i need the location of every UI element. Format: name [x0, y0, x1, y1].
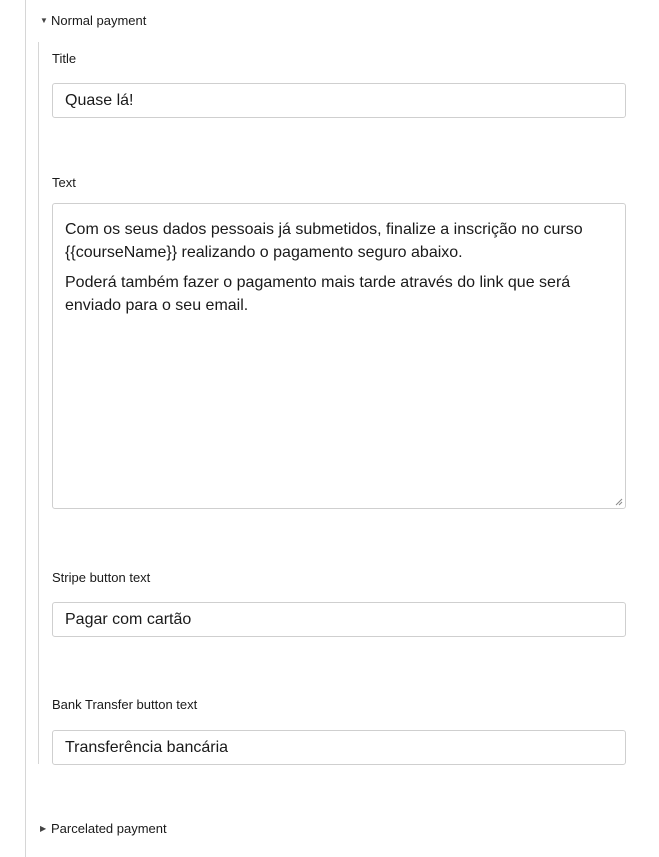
- title-label: Title: [52, 51, 77, 66]
- parcelated-payment-label: Parcelated payment: [51, 821, 167, 836]
- resize-grip-icon[interactable]: [615, 498, 623, 506]
- normal-payment-label: Normal payment: [51, 13, 147, 28]
- normal-payment-indent-rule: [38, 42, 39, 764]
- outer-indent-rule: [25, 0, 26, 857]
- triangle-right-icon: ▶: [40, 824, 47, 833]
- text-label: Text: [52, 175, 76, 190]
- triangle-down-icon: ▼: [40, 16, 48, 25]
- text-paragraph-2: Poderá também fazer o pagamento mais tarde através do link que será enviado para o seu email.: [65, 274, 571, 314]
- normal-payment-summary[interactable]: [40, 13, 146, 29]
- parcelated-payment-summary[interactable]: [40, 821, 167, 837]
- bank-transfer-button-text-input[interactable]: [52, 730, 626, 765]
- stripe-button-text-label: Stripe button text: [52, 570, 151, 585]
- text-paragraph-1: Com os seus dados pessoais já submetidos, finalize a inscrição no curso {{courseName}} realizando o pagamento seguro abaixo.: [65, 221, 583, 261]
- text-textarea[interactable]: [52, 203, 626, 509]
- bank-transfer-button-text-label: Bank Transfer button text: [52, 697, 198, 712]
- title-input[interactable]: [52, 83, 626, 118]
- stripe-button-text-input[interactable]: [52, 602, 626, 637]
